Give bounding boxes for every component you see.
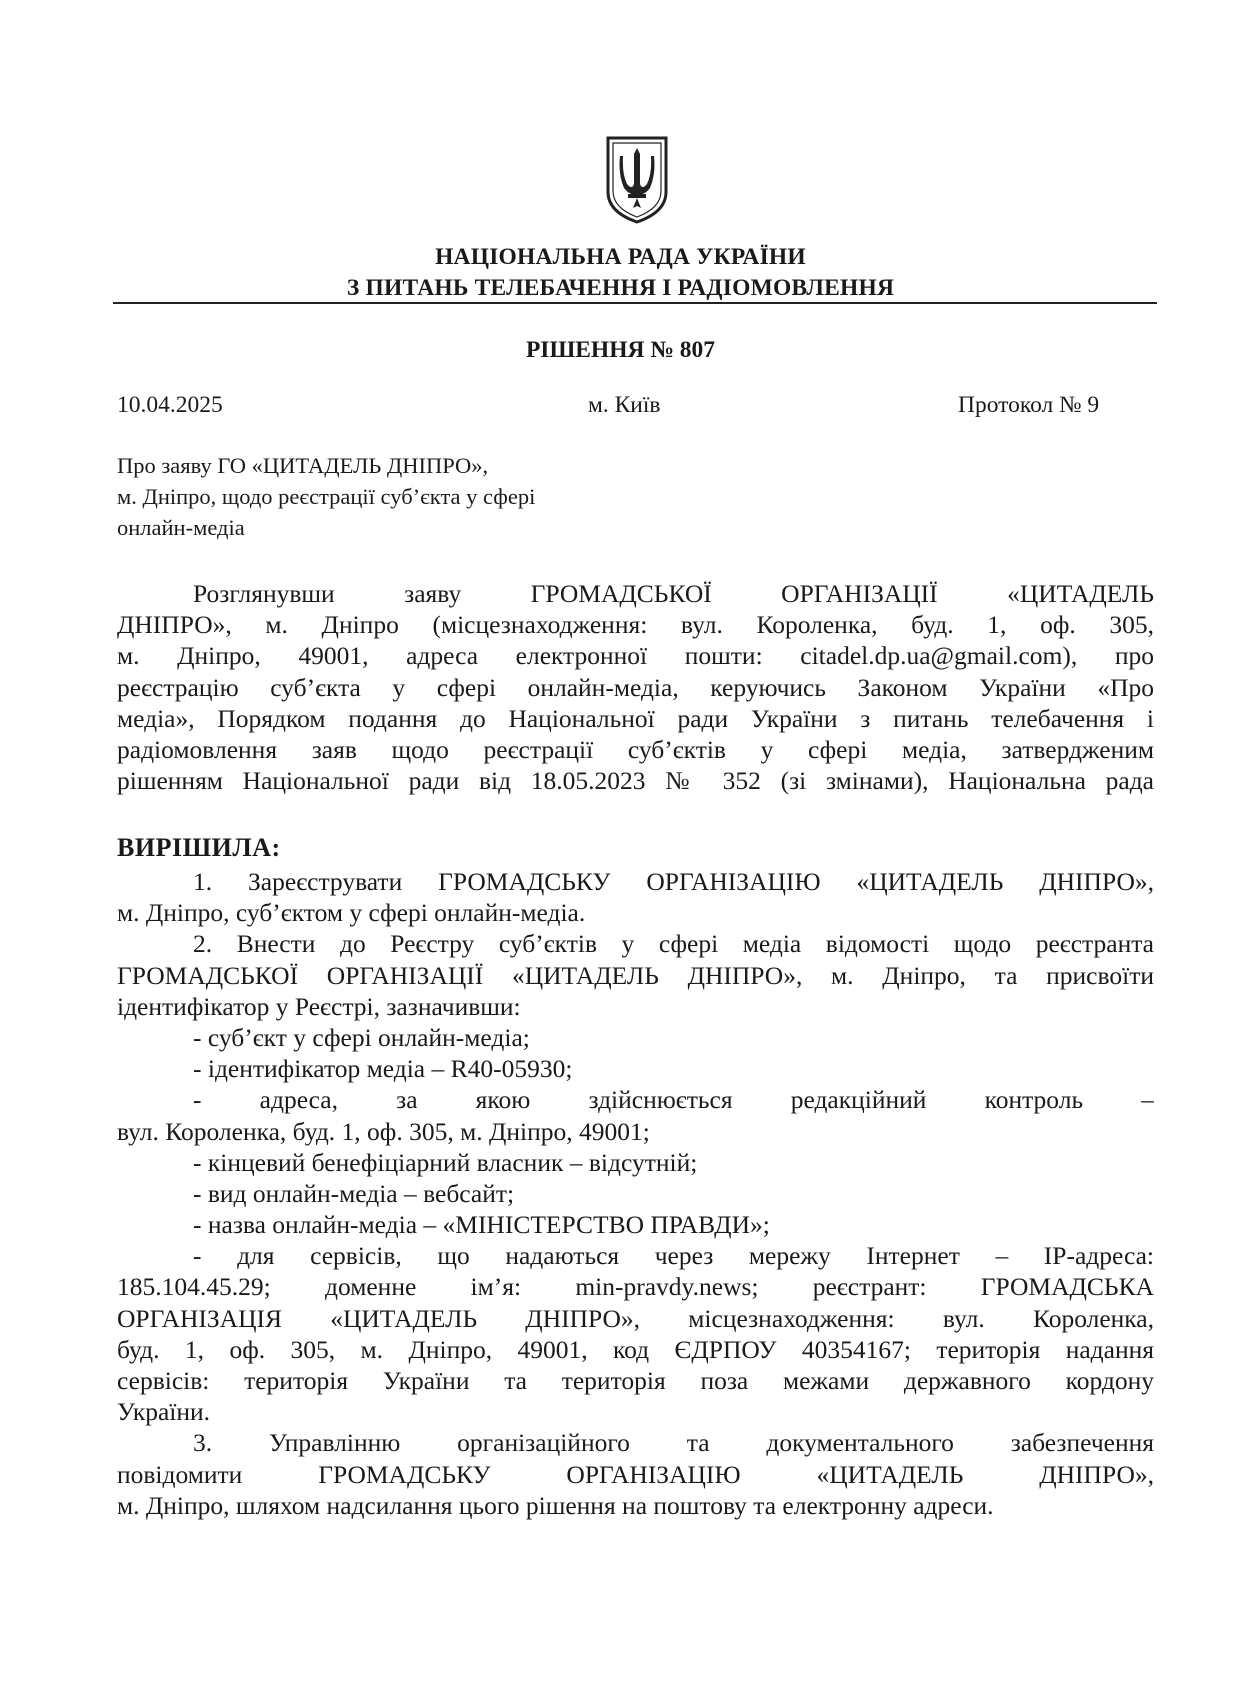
decision-date: 10.04.2025 bbox=[117, 392, 223, 418]
preamble-line: рішенням Національної ради від 18.05.2023 № 352 (зі змінами), Національна рада bbox=[117, 766, 1154, 796]
preamble-line: Розглянувши заяву ГРОМАДСЬКОЇ ОРГАНІЗАЦІЇ «ЦИТАДЕЛЬ bbox=[193, 579, 1154, 608]
preamble-line: м. Дніпро, 49001, адреса електронної пошти: citadel.dp.ua@gmail.com), про bbox=[117, 641, 1154, 671]
item-line: сервісів: територія України та територія поза межами державного кордону bbox=[117, 1366, 1154, 1395]
org-name-line-1: НАЦІОНАЛЬНА РАДА УКРАЇНИ bbox=[435, 244, 806, 270]
item-line: ідентифікатор у Реєстрі, зазначивши: bbox=[117, 991, 521, 1021]
item-line: ОРГАНІЗАЦІЯ «ЦИТАДЕЛЬ ДНІПРО», місцезнаходження: вул. Короленка, bbox=[117, 1303, 1154, 1333]
preamble-paragraph bbox=[117, 578, 1154, 796]
preamble-line: реєстрацію суб’єкта у сфері онлайн-медіа, керуючись Законом України «Про bbox=[117, 672, 1154, 702]
item-line: вул. Короленка, буд. 1, оф. 305, м. Дніпро, 49001; bbox=[117, 1116, 650, 1146]
trident-emblem-icon bbox=[604, 134, 670, 224]
list-item: - адреса, за якою здійснюється редакційний контроль – bbox=[193, 1085, 1154, 1115]
item-line: ГРОМАДСЬКОЇ ОРГАНІЗАЦІЇ «ЦИТАДЕЛЬ ДНІПРО», м. Дніпро, та присвоїти bbox=[117, 960, 1154, 990]
subject-line: Про заяву ГО «ЦИТАДЕЛЬ ДНІПРО», bbox=[117, 453, 489, 478]
item-line: 2. Внести до Реєстру суб’єктів у сфері медіа відомості щодо реєстранта bbox=[193, 929, 1154, 959]
preamble-line: ДНІПРО», м. Дніпро (місцезнаходження: вул. Короленка, буд. 1, оф. 305, bbox=[117, 610, 1154, 640]
item-line: 185.104.45.29; доменне ім’я: min-pravdy.news; реєстрант: ГРОМАДСЬКА bbox=[117, 1272, 1154, 1302]
subject-block bbox=[117, 450, 535, 543]
item-line: м. Дніпро, суб’єктом у сфері онлайн-медіа. bbox=[117, 898, 586, 928]
decision-title: РІШЕННЯ № 807 bbox=[525, 337, 716, 363]
decision-city: м. Київ bbox=[588, 392, 661, 418]
item-line: 1. Зареєструвати ГРОМАДСЬКУ ОРГАНІЗАЦІЮ «ЦИТАДЕЛЬ ДНІПРО», bbox=[193, 867, 1154, 896]
preamble-line: радіомовлення заяв щодо реєстрації суб’єктів у сфері медіа, затвердженим bbox=[117, 734, 1154, 764]
item-line: 3. Управлінню організаційного та документального забезпечення bbox=[193, 1428, 1154, 1458]
list-item: - вид онлайн-медіа – вебсайт; bbox=[193, 1178, 515, 1208]
header-divider bbox=[113, 302, 1157, 304]
org-name-line-2: З ПИТАНЬ ТЕЛЕБАЧЕННЯ І РАДІОМОВЛЕННЯ bbox=[346, 275, 895, 301]
subject-line: м. Дніпро, щодо реєстрації суб’єкта у сфері bbox=[117, 484, 536, 509]
resolved-heading: ВИРІШИЛА: bbox=[117, 833, 281, 862]
preamble-line: медіа», Порядком подання до Національної ради України з питань телебачення і bbox=[117, 703, 1154, 733]
item-line: України. bbox=[117, 1397, 211, 1427]
decision-items bbox=[117, 866, 1154, 1521]
item-line: повідомити ГРОМАДСЬКУ ОРГАНІЗАЦІЮ «ЦИТАДЕЛЬ ДНІПРО», bbox=[117, 1459, 1154, 1489]
item-line: буд. 1, оф. 305, м. Дніпро, 49001, код ЄДРПОУ 40354167; територія надання bbox=[117, 1334, 1154, 1364]
list-item: - назва онлайн-медіа – «МІНІСТЕРСТВО ПРАВДИ»; bbox=[193, 1210, 770, 1240]
list-item: - ідентифікатор медіа – R40-05930; bbox=[193, 1054, 573, 1084]
list-item: - кінцевий бенефіціарний власник – відсутній; bbox=[193, 1147, 698, 1177]
subject-line: онлайн-медіа bbox=[117, 515, 245, 540]
list-item: - суб’єкт у сфері онлайн-медіа; bbox=[193, 1022, 530, 1052]
list-item: - для сервісів, що надаються через мережу Інтернет – IP-адреса: bbox=[193, 1241, 1154, 1271]
protocol-number: Протокол № 9 bbox=[958, 392, 1100, 418]
item-line: м. Дніпро, шляхом надсилання цього рішення на поштову та електронну адреси. bbox=[117, 1490, 994, 1520]
